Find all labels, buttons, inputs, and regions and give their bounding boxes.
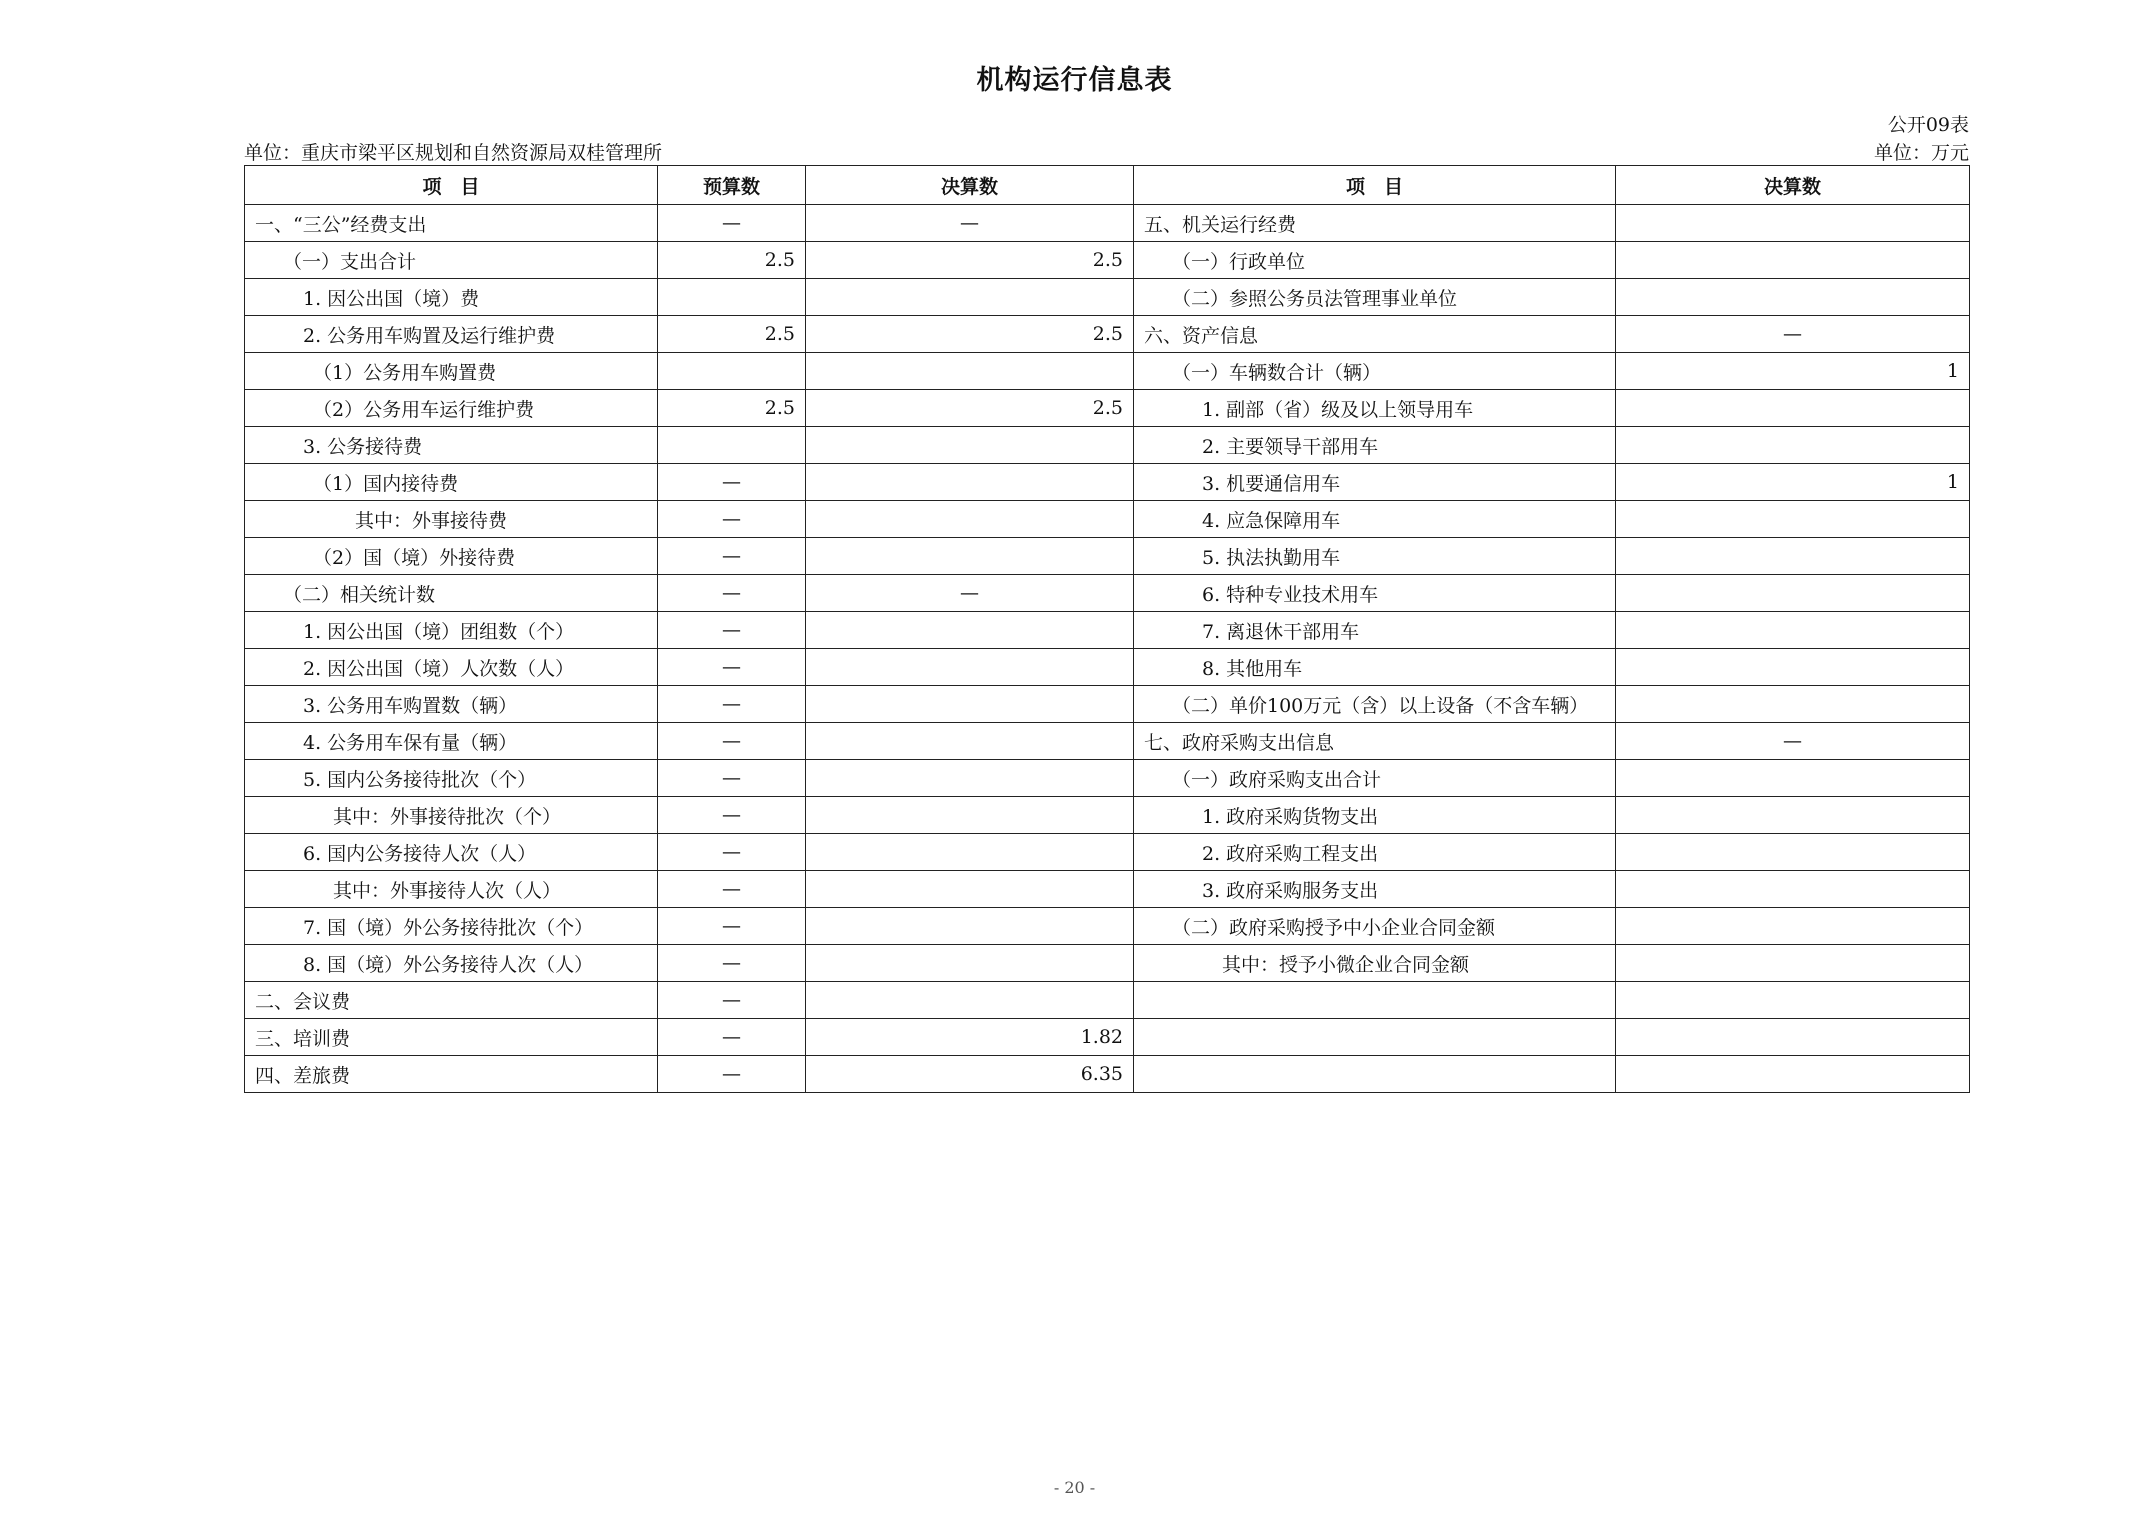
left-budget: — [658, 575, 806, 612]
table-header-row [245, 166, 1970, 205]
table-row [245, 575, 1970, 612]
right-final [1616, 205, 1970, 242]
left-budget: — [658, 538, 806, 575]
left-budget: — [658, 871, 806, 908]
left-budget [658, 353, 806, 390]
right-final [1616, 1056, 1970, 1093]
right-final [1616, 538, 1970, 575]
left-budget: — [658, 1056, 806, 1093]
left-item: 四、差旅费 [245, 1056, 658, 1093]
table-row [245, 686, 1970, 723]
page-number: - 20 - [1053, 1478, 1096, 1497]
left-item: 一、“三公”经费支出 [245, 205, 658, 242]
left-final [806, 871, 1134, 908]
right-item [1134, 1019, 1616, 1056]
table-row [245, 464, 1970, 501]
left-budget: — [658, 760, 806, 797]
left-item: 3. 公务用车购置数（辆） [245, 686, 658, 723]
left-item: 3. 公务接待费 [245, 427, 658, 464]
left-item: 其中：外事接待人次（人） [245, 871, 658, 908]
institution-operation-table [244, 165, 1970, 1093]
left-budget: 2.5 [658, 316, 806, 353]
left-item: 1. 因公出国（境）费 [245, 279, 658, 316]
left-final [806, 279, 1134, 316]
left-item: 1. 因公出国（境）团组数（个） [245, 612, 658, 649]
header-left-final: 决算数 [806, 166, 1134, 205]
left-final [806, 612, 1134, 649]
left-final [806, 908, 1134, 945]
right-item: 其中：授予小微企业合同金额 [1134, 945, 1616, 982]
table-row [245, 982, 1970, 1019]
right-item: （二）参照公务员法管理事业单位 [1134, 279, 1616, 316]
table-row [245, 649, 1970, 686]
table-row [245, 945, 1970, 982]
right-final: — [1616, 723, 1970, 760]
left-budget: — [658, 945, 806, 982]
left-item: （2）公务用车运行维护费 [245, 390, 658, 427]
table-row [245, 871, 1970, 908]
table-row [245, 279, 1970, 316]
header-right-final: 决算数 [1616, 166, 1970, 205]
right-item: 4. 应急保障用车 [1134, 501, 1616, 538]
left-final: 2.5 [806, 242, 1134, 279]
left-budget: — [658, 908, 806, 945]
header-left-item: 项 目 [245, 166, 658, 205]
right-final: 1 [1616, 464, 1970, 501]
left-final [806, 353, 1134, 390]
left-final [806, 760, 1134, 797]
left-item: 4. 公务用车保有量（辆） [245, 723, 658, 760]
right-item: 6. 特种专业技术用车 [1134, 575, 1616, 612]
right-final: 1 [1616, 353, 1970, 390]
left-budget: — [658, 1019, 806, 1056]
table-row [245, 797, 1970, 834]
table-row [245, 390, 1970, 427]
unit-organization: 单位：重庆市梁平区规划和自然资源局双桂管理所 [244, 142, 663, 164]
left-item: 2. 公务用车购置及运行维护费 [245, 316, 658, 353]
left-final [806, 649, 1134, 686]
right-item: （一）行政单位 [1134, 242, 1616, 279]
right-final [1616, 908, 1970, 945]
right-final: — [1616, 316, 1970, 353]
left-item: （二）相关统计数 [245, 575, 658, 612]
right-item: （一）车辆数合计（辆） [1134, 353, 1616, 390]
right-final [1616, 427, 1970, 464]
table-row [245, 501, 1970, 538]
left-item: 8. 国（境）外公务接待人次（人） [245, 945, 658, 982]
left-final [806, 464, 1134, 501]
right-item: 1. 副部（省）级及以上领导用车 [1134, 390, 1616, 427]
table-row [245, 908, 1970, 945]
table-row [245, 834, 1970, 871]
left-item: 6. 国内公务接待人次（人） [245, 834, 658, 871]
left-final: 6.35 [806, 1056, 1134, 1093]
right-item: 2. 政府采购工程支出 [1134, 834, 1616, 871]
left-item: 其中：外事接待批次（个） [245, 797, 658, 834]
left-item: 2. 因公出国（境）人次数（人） [245, 649, 658, 686]
table-row [245, 427, 1970, 464]
table-row [245, 760, 1970, 797]
left-budget [658, 279, 806, 316]
right-item: 7. 离退休干部用车 [1134, 612, 1616, 649]
header-left-budget: 预算数 [658, 166, 806, 205]
left-budget: — [658, 797, 806, 834]
left-item: 三、培训费 [245, 1019, 658, 1056]
right-final [1616, 649, 1970, 686]
right-item: 2. 主要领导干部用车 [1134, 427, 1616, 464]
right-final [1616, 1019, 1970, 1056]
left-final [806, 723, 1134, 760]
table-row [245, 242, 1970, 279]
left-budget [658, 427, 806, 464]
right-final [1616, 945, 1970, 982]
table-row [245, 353, 1970, 390]
right-item: 5. 执法执勤用车 [1134, 538, 1616, 575]
left-item: 其中：外事接待费 [245, 501, 658, 538]
right-item: 六、资产信息 [1134, 316, 1616, 353]
right-item: 1. 政府采购货物支出 [1134, 797, 1616, 834]
unit-currency: 单位：万元 [1873, 142, 1969, 164]
left-final [806, 501, 1134, 538]
right-item: 3. 政府采购服务支出 [1134, 871, 1616, 908]
left-final: — [806, 205, 1134, 242]
right-final [1616, 982, 1970, 1019]
right-item: 8. 其他用车 [1134, 649, 1616, 686]
right-final [1616, 501, 1970, 538]
right-item: （二）政府采购授予中小企业合同金额 [1134, 908, 1616, 945]
left-budget: — [658, 612, 806, 649]
left-budget: — [658, 834, 806, 871]
left-item: 5. 国内公务接待批次（个） [245, 760, 658, 797]
left-budget: — [658, 501, 806, 538]
right-final [1616, 834, 1970, 871]
right-final [1616, 390, 1970, 427]
left-item: （1）公务用车购置费 [245, 353, 658, 390]
left-final [806, 427, 1134, 464]
right-item [1134, 1056, 1616, 1093]
left-budget: — [658, 982, 806, 1019]
form-code: 公开09表 [1887, 114, 1969, 136]
table-row [245, 1056, 1970, 1093]
right-final [1616, 612, 1970, 649]
page-title: 机构运行信息表 [976, 65, 1173, 96]
left-budget: 2.5 [658, 242, 806, 279]
left-final: 2.5 [806, 390, 1134, 427]
table-row [245, 538, 1970, 575]
left-final: 1.82 [806, 1019, 1134, 1056]
left-budget: — [658, 205, 806, 242]
right-item [1134, 982, 1616, 1019]
right-final [1616, 797, 1970, 834]
left-item: （2）国（境）外接待费 [245, 538, 658, 575]
right-item: 七、政府采购支出信息 [1134, 723, 1616, 760]
left-final: 2.5 [806, 316, 1134, 353]
left-item: （1）国内接待费 [245, 464, 658, 501]
left-final [806, 686, 1134, 723]
left-item: 7. 国（境）外公务接待批次（个） [245, 908, 658, 945]
right-final [1616, 242, 1970, 279]
table-row [245, 316, 1970, 353]
table-row [245, 205, 1970, 242]
left-final [806, 945, 1134, 982]
header-right-item: 项 目 [1134, 166, 1616, 205]
table-row [245, 1019, 1970, 1056]
right-final [1616, 871, 1970, 908]
right-item: （二）单价100万元（含）以上设备（不含车辆） [1134, 686, 1616, 723]
left-item: 二、会议费 [245, 982, 658, 1019]
right-final [1616, 760, 1970, 797]
left-budget: 2.5 [658, 390, 806, 427]
right-final [1616, 575, 1970, 612]
left-final [806, 797, 1134, 834]
left-final [806, 982, 1134, 1019]
right-item: （一）政府采购支出合计 [1134, 760, 1616, 797]
left-budget: — [658, 464, 806, 501]
right-final [1616, 279, 1970, 316]
left-budget: — [658, 649, 806, 686]
right-item: 五、机关运行经费 [1134, 205, 1616, 242]
right-final [1616, 686, 1970, 723]
left-item: （一）支出合计 [245, 242, 658, 279]
left-budget: — [658, 686, 806, 723]
left-final [806, 834, 1134, 871]
table-row [245, 723, 1970, 760]
table-row [245, 612, 1970, 649]
left-final: — [806, 575, 1134, 612]
right-item: 3. 机要通信用车 [1134, 464, 1616, 501]
left-budget: — [658, 723, 806, 760]
left-final [806, 538, 1134, 575]
